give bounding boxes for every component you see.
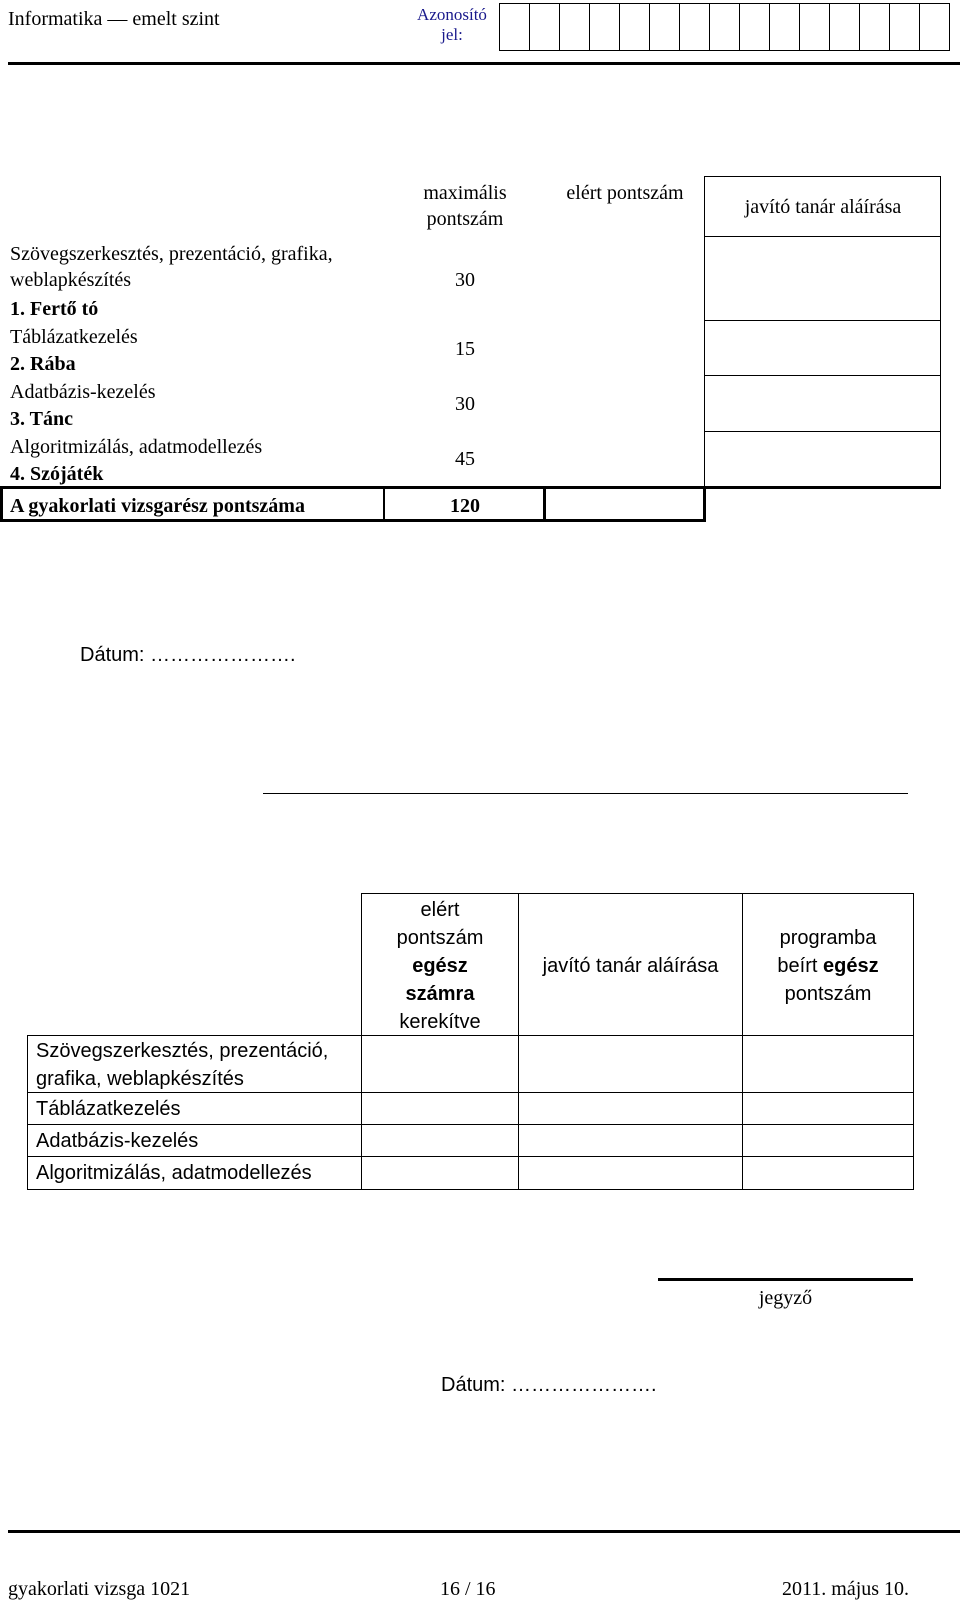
datum-line-2: Dátum: ………………….	[441, 1374, 657, 1396]
row-task: 1. Fertő tó	[10, 298, 99, 320]
row-max: 45	[455, 448, 475, 470]
col-header-elert: elért pontszám	[566, 182, 684, 204]
col2-header-elert: elért pontszám egész számra kerekítve	[396, 899, 484, 1033]
row-task: 2. Rába	[10, 353, 76, 375]
footer-divider	[8, 1530, 960, 1533]
row2-category: Adatbázis-kezelés	[36, 1130, 199, 1152]
total-value: 120	[450, 495, 480, 517]
row-max: 30	[455, 269, 475, 291]
col2-header-program: programba beírt egész pontszám	[777, 927, 879, 1005]
score-table-1	[0, 0, 960, 560]
row-max: 15	[455, 338, 475, 360]
col-header-max: maximális pontszám	[423, 182, 507, 230]
row-task: 4. Szójáték	[10, 463, 104, 485]
total-label: A gyakorlati vizsgarész pontszáma	[10, 495, 305, 517]
row-max: 30	[455, 393, 475, 415]
row2-category: Algoritmizálás, adatmodellezés	[36, 1162, 312, 1184]
row-task: 3. Tánc	[10, 408, 73, 430]
footer-page-number: 16 / 16	[440, 1578, 496, 1600]
id-label: Azonosító jel:	[417, 5, 487, 44]
jegyzo-label: jegyző	[758, 1287, 813, 1309]
row2-category: Szövegszerkesztés, prezentáció, grafika, weblapkészítés	[36, 1040, 329, 1090]
row-category: Táblázatkezelés	[10, 326, 138, 348]
row2-category: Táblázatkezelés	[36, 1098, 181, 1120]
col2-header-javito: javító tanár aláírása	[542, 955, 719, 977]
total-elert-field[interactable]	[546, 489, 703, 519]
row-category: Adatbázis-kezelés	[10, 381, 156, 403]
col-header-javito: javító tanár aláírása	[744, 196, 902, 218]
jegyzo-signature-line	[658, 1278, 913, 1281]
signature-divider	[263, 793, 908, 794]
row-category: Algoritmizálás, adatmodellezés	[10, 436, 263, 458]
page-header-title: Informatika — emelt szint	[8, 8, 220, 30]
row-category: Szövegszerkesztés, prezentáció, grafika, weblapkészítés	[10, 243, 333, 291]
footer-left: gyakorlati vizsga 1021	[8, 1578, 191, 1600]
footer-date: 2011. május 10.	[782, 1578, 910, 1600]
datum-line-1: Dátum: ………………….	[80, 644, 296, 666]
